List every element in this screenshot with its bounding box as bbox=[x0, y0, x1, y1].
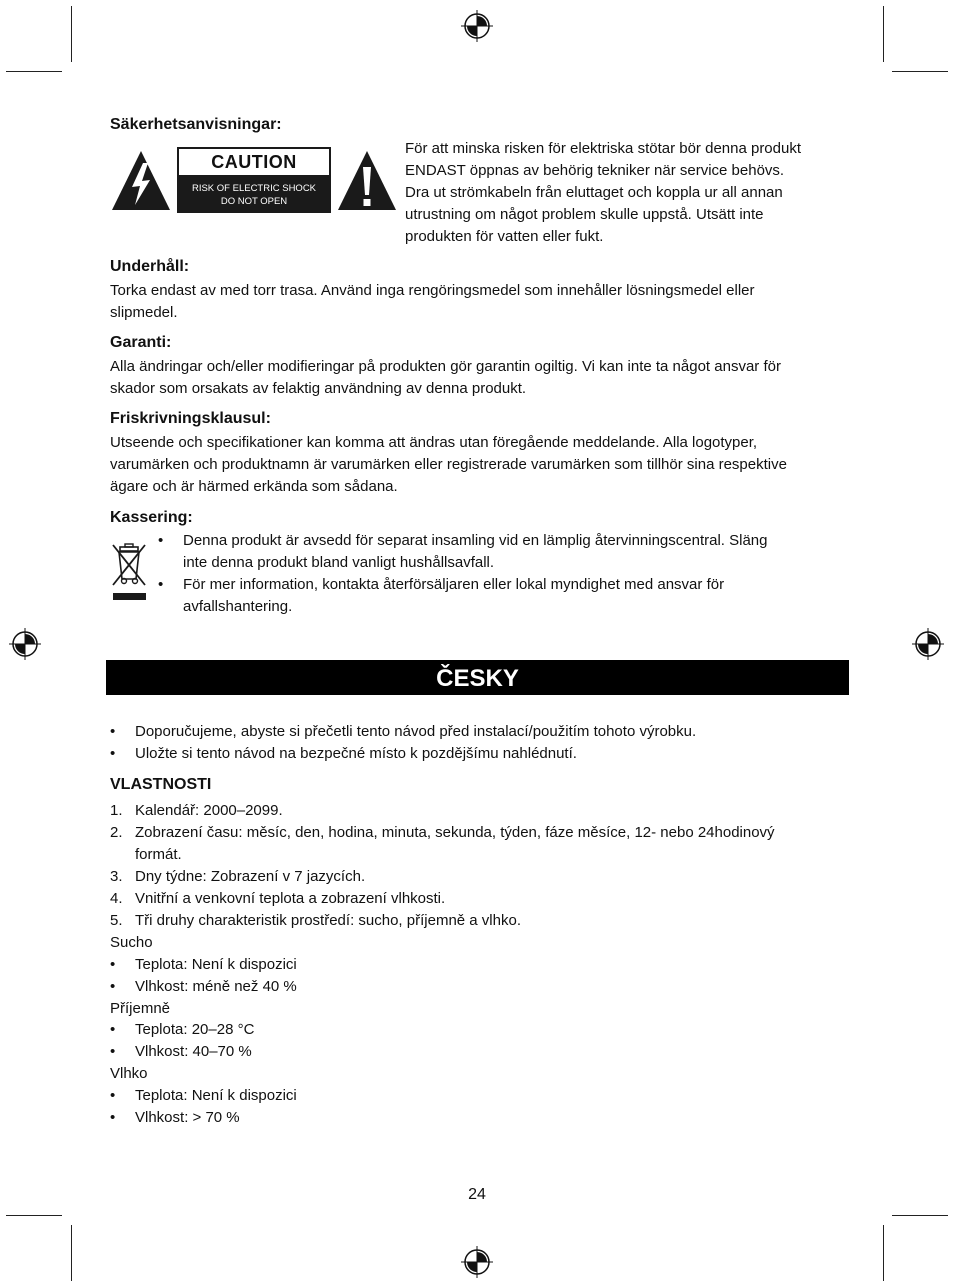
registration-mark-icon bbox=[912, 628, 944, 660]
item-number: 5. bbox=[110, 912, 123, 929]
feature-item bbox=[110, 866, 850, 888]
wet-label: Vlhko bbox=[110, 1065, 148, 1082]
bullet-text: Teplota: Není k dispozici bbox=[135, 1087, 297, 1104]
bullet-char: • bbox=[110, 745, 116, 762]
bullet-char: • bbox=[110, 1043, 116, 1060]
disposal-bullet-2 bbox=[158, 574, 858, 618]
feature-item bbox=[110, 800, 850, 822]
paragraph-line: Torka endast av med torr trasa. Använd inga rengöringsmedel som innehåller lösningsmedel eller bbox=[110, 282, 755, 299]
weee-bin-icon bbox=[110, 541, 148, 603]
item-line: formát. bbox=[135, 846, 182, 863]
registration-mark-icon bbox=[461, 1246, 493, 1278]
crop-mark bbox=[883, 1225, 884, 1281]
wet-bullet bbox=[110, 1085, 850, 1107]
paragraph-line: Alla ändringar och/eller modifieringar på produkten gör garantin ogiltig. Vi kan inte ta något ansvar för bbox=[110, 358, 781, 375]
comfort-bullet bbox=[110, 1041, 850, 1063]
bullet-text: Teplota: Není k dispozici bbox=[135, 956, 297, 973]
bullet-text: Vlhkost: > 70 % bbox=[135, 1109, 240, 1126]
bullet-text bbox=[183, 574, 724, 618]
disclaimer-heading: Friskrivningsklausul: bbox=[110, 410, 271, 427]
feature-item bbox=[110, 822, 850, 866]
comfort-bullet bbox=[110, 1019, 850, 1041]
feature-item bbox=[110, 910, 850, 932]
bullet-text: Vlhkost: 40–70 % bbox=[135, 1043, 252, 1060]
paragraph-line: slipmedel. bbox=[110, 304, 178, 321]
bullet-char: • bbox=[110, 1109, 116, 1126]
caution-label bbox=[177, 147, 331, 213]
comfort-label: Příjemně bbox=[110, 1000, 171, 1017]
item-number: 1. bbox=[110, 802, 123, 819]
registration-mark-icon bbox=[9, 628, 41, 660]
safety-line: produkten för vatten eller fukt. bbox=[405, 228, 604, 245]
language-banner bbox=[106, 660, 849, 695]
item-text: Tři druhy charakteristik prostředí: sucho, příjemně a vlhko. bbox=[135, 912, 521, 929]
safety-text bbox=[405, 138, 855, 248]
maintenance-text bbox=[110, 280, 850, 324]
bullet-text: Doporučujeme, abyste si přečetli tento návod před instalací/použitím tohoto výrobku. bbox=[135, 723, 697, 740]
crop-mark bbox=[6, 71, 62, 72]
paragraph-line: ägare och är härmed erkända som sådana. bbox=[110, 478, 398, 495]
crop-mark bbox=[71, 6, 72, 62]
bullet-char: • bbox=[110, 1087, 116, 1104]
item-text: Dny týdne: Zobrazení v 7 jazycích. bbox=[135, 868, 366, 885]
page-number: 24 bbox=[468, 1186, 486, 1203]
warranty-text bbox=[110, 356, 850, 400]
item-number: 3. bbox=[110, 868, 123, 885]
features-heading: VLASTNOSTI bbox=[110, 776, 212, 793]
intro-bullet bbox=[110, 743, 850, 765]
bullet-char: • bbox=[158, 576, 164, 593]
caution-line: DO NOT OPEN bbox=[220, 196, 288, 207]
item-line: Zobrazení času: měsíc, den, hodina, minuta, sekunda, týden, fáze měsíce, 12- nebo 24hodinový bbox=[135, 824, 775, 841]
paragraph-line: Utseende och specifikationer kan komma att ändras utan föregående meddelande. Alla logotyper, bbox=[110, 434, 758, 451]
intro-bullet bbox=[110, 721, 850, 743]
crop-mark bbox=[6, 1215, 62, 1216]
dry-label: Sucho bbox=[110, 934, 153, 951]
bullet-char: • bbox=[158, 532, 164, 549]
bullet-char: • bbox=[110, 956, 116, 973]
crop-mark bbox=[883, 6, 884, 62]
item-number: 2. bbox=[110, 824, 123, 841]
banner-title: ČESKY bbox=[436, 665, 519, 692]
disclaimer-text bbox=[110, 432, 850, 498]
warranty-heading: Garanti: bbox=[110, 334, 172, 351]
safety-line: ENDAST öppnas av behörig tekniker när service behövs. bbox=[405, 162, 785, 179]
safety-line: Dra ut strömkabeln från eluttaget och koppla ur all annan bbox=[405, 184, 783, 201]
caution-line: RISK OF ELECTRIC SHOCK bbox=[191, 183, 317, 194]
safety-line: För att minska risken för elektriska stötar bör denna produkt bbox=[405, 140, 802, 157]
bullet-char: • bbox=[110, 1021, 116, 1038]
bullet-text: Vlhkost: méně než 40 % bbox=[135, 978, 297, 995]
bullet-line: avfallshantering. bbox=[183, 598, 293, 615]
wet-bullet bbox=[110, 1107, 850, 1129]
dry-bullet bbox=[110, 976, 850, 998]
crop-mark bbox=[892, 1215, 948, 1216]
item-number: 4. bbox=[110, 890, 123, 907]
caution-title: CAUTION bbox=[178, 148, 330, 176]
registration-mark-icon bbox=[461, 10, 493, 42]
dry-bullet bbox=[110, 954, 850, 976]
crop-mark bbox=[71, 1225, 72, 1281]
lightning-warning-icon bbox=[110, 149, 172, 212]
maintenance-heading: Underhåll: bbox=[110, 258, 190, 275]
safety-heading: Säkerhetsanvisningar: bbox=[110, 116, 282, 133]
bullet-line: Denna produkt är avsedd för separat insamling vid en lämplig återvinningscentral. Släng bbox=[183, 532, 768, 549]
bullet-line: inte denna produkt bland vanligt hushållsavfall. bbox=[183, 554, 495, 571]
bullet-text: Teplota: 20–28 °C bbox=[135, 1021, 255, 1038]
bullet-text bbox=[183, 530, 768, 574]
item-text: Vnitřní a venkovní teplota a zobrazení vlhkosti. bbox=[135, 890, 446, 907]
crop-mark bbox=[892, 71, 948, 72]
bullet-text: Uložte si tento návod na bezpečné místo k pozdějšímu nahlédnutí. bbox=[135, 745, 577, 762]
safety-line: utrustning om något problem skulle uppstå. Utsätt inte bbox=[405, 206, 764, 223]
bullet-char: • bbox=[110, 723, 116, 740]
disposal-heading: Kassering: bbox=[110, 509, 193, 526]
item-text bbox=[135, 822, 850, 866]
bullet-line: För mer information, kontakta återförsäljaren eller lokal myndighet med ansvar för bbox=[183, 576, 725, 593]
item-text: Kalendář: 2000–2099. bbox=[135, 802, 283, 819]
bullet-char: • bbox=[110, 978, 116, 995]
paragraph-line: skador som orsakats av felaktig användning av denna produkt. bbox=[110, 380, 527, 397]
paragraph-line: varumärken och produktnamn är varumärken eller registrerade varumärken som tillhör sina respektive bbox=[110, 456, 787, 473]
disposal-bullet-1 bbox=[158, 530, 858, 574]
feature-item bbox=[110, 888, 850, 910]
exclamation-warning-icon bbox=[336, 149, 398, 212]
